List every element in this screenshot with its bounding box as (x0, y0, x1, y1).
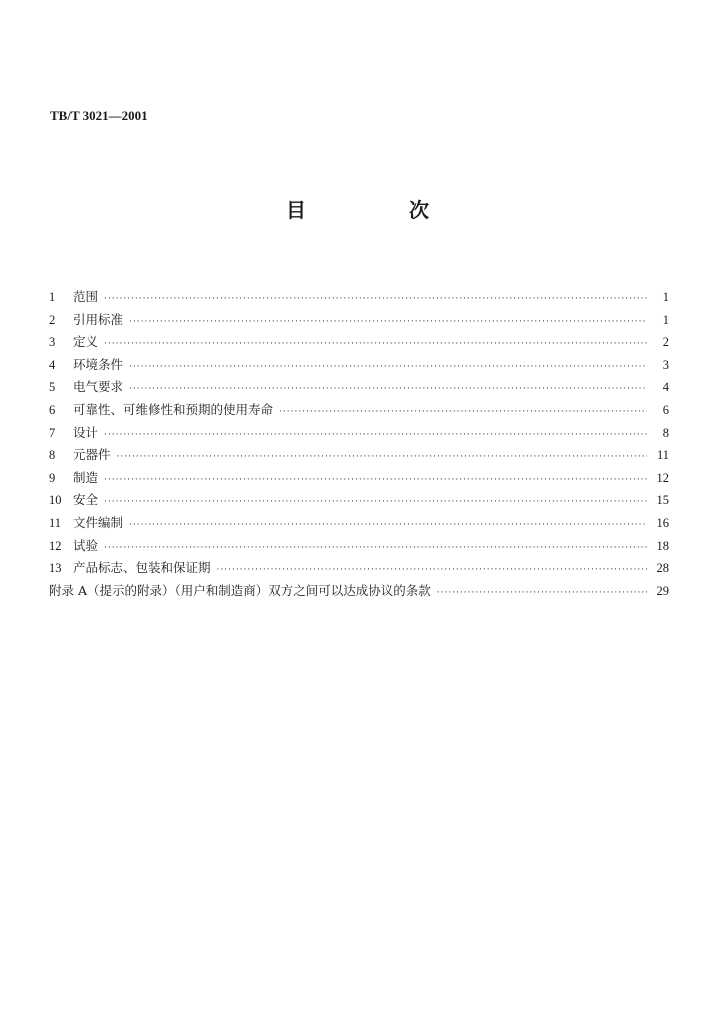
toc-entry-number: 7 (49, 425, 56, 440)
toc-entry-page: 1 (662, 290, 669, 304)
toc-entry-number: 1 (49, 290, 56, 304)
toc-entry-label: 引用标准 (73, 311, 124, 327)
toc-entry-number: 10 (49, 493, 62, 508)
leader-dots (129, 311, 647, 334)
toc-entry-number: 5 (49, 380, 56, 395)
toc-entry-page: 12 (656, 470, 669, 485)
toc-entry-page: 6 (662, 402, 669, 417)
leader-dots (279, 401, 647, 424)
toc-entry[interactable] (49, 444, 669, 467)
leader-dots (104, 424, 647, 447)
leader-dots (437, 582, 647, 605)
standard-number: TB/T 3021—2001 (50, 108, 148, 123)
toc-entry[interactable] (49, 354, 669, 377)
toc-entry-number: 13 (49, 561, 62, 576)
toc-entry[interactable] (49, 422, 669, 445)
toc-entry-number: 2 (49, 312, 56, 327)
leader-dots (129, 356, 647, 379)
toc-entry-page: 29 (656, 583, 669, 598)
leader-dots (217, 559, 647, 582)
toc-entry-label: 制造 (73, 469, 99, 485)
toc-entry-label: 附录 A（提示的附录）（用户和制造商）双方之间可以达成协议的条款 (49, 582, 431, 598)
toc-entry-page: 15 (656, 493, 669, 508)
toc-entry-number: 4 (49, 357, 56, 372)
toc-entry-appendix[interactable] (49, 580, 669, 603)
toc-entry[interactable] (49, 309, 669, 332)
toc-entry-number: 3 (49, 335, 56, 350)
toc-entry-label: 试验 (73, 537, 99, 553)
toc-entry-number: 8 (49, 448, 56, 463)
leader-dots (117, 446, 647, 469)
toc-entry-label: 范围 (73, 289, 99, 304)
page-title: 目 次 (286, 198, 477, 222)
toc-entry[interactable] (49, 489, 669, 512)
toc-entry-page: 1 (662, 312, 669, 327)
toc-entry-label: 设计 (73, 424, 99, 440)
toc-entry-label: 环境条件 (73, 356, 124, 372)
toc-entry[interactable] (49, 399, 669, 422)
toc-entry-label: 安全 (73, 492, 99, 508)
leader-dots (104, 537, 647, 560)
leader-dots (104, 288, 647, 311)
toc-entry-number: 6 (49, 402, 56, 417)
toc-entry-page: 16 (656, 515, 669, 530)
toc-entry[interactable] (49, 512, 669, 535)
toc-entry-label: 产品标志、包装和保证期 (73, 560, 211, 576)
leader-dots (129, 514, 647, 537)
toc-entry-page: 28 (656, 561, 669, 576)
toc-entry-number: 11 (49, 515, 62, 530)
leader-dots (104, 491, 647, 514)
toc-entry-number: 12 (49, 538, 62, 553)
toc-entry-page: 2 (662, 335, 669, 350)
toc-entry-page: 8 (662, 425, 669, 440)
toc-entry-label: 元器件 (73, 447, 111, 463)
toc-entry[interactable] (49, 286, 669, 309)
toc-entry-label: 电气要求 (73, 379, 124, 395)
toc-entry-label: 文件编制 (73, 514, 124, 530)
leader-dots (129, 378, 647, 401)
toc-entry-label: 可靠性、可维修性和预期的使用寿命 (73, 401, 274, 417)
toc-entry-page: 3 (662, 357, 669, 372)
toc-entry-number: 9 (49, 470, 56, 485)
leader-dots (104, 333, 647, 356)
toc-entry[interactable] (49, 535, 669, 558)
toc-entry[interactable] (49, 376, 669, 399)
toc-entry-label: 定义 (73, 334, 99, 350)
toc-entry-page: 11 (656, 448, 669, 463)
leader-dots (104, 469, 647, 492)
toc-entry[interactable] (49, 557, 669, 580)
toc-entry-page: 18 (656, 538, 669, 553)
toc-entry[interactable] (49, 331, 669, 354)
toc-entry-page: 4 (662, 380, 669, 395)
toc-entry[interactable] (49, 467, 669, 490)
table-of-contents (49, 286, 669, 602)
